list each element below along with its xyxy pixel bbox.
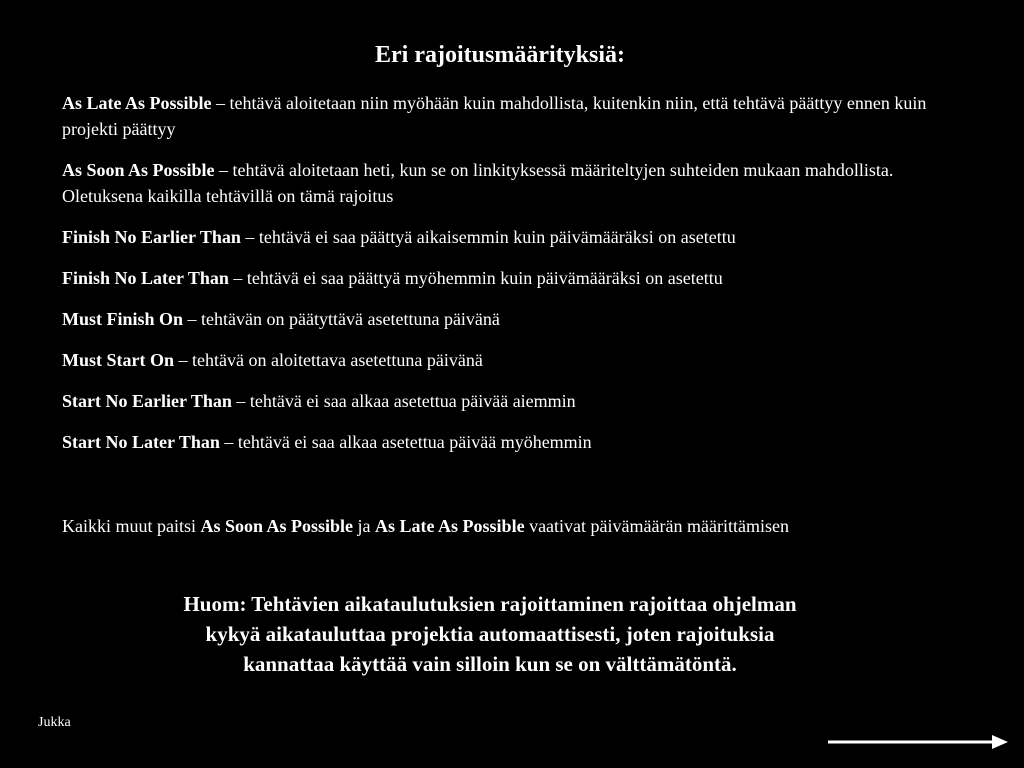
- definition-term: Start No Later Than: [62, 432, 220, 452]
- definition-item: [62, 90, 942, 142]
- definition-term: As Soon As Possible: [62, 160, 215, 180]
- definition-description: – tehtävä aloitetaan heti, kun se on linkityksessä määriteltyjen suhteiden mukaan mahdollista. Oletuksena kaikilla tehtävillä on tämä rajoitus: [62, 160, 894, 206]
- definition-term: Finish No Earlier Than: [62, 227, 241, 247]
- slide-title: Eri rajoitusmäärityksiä:: [375, 42, 625, 68]
- constraint-definitions-list: [62, 90, 942, 470]
- author-footer: Jukka: [38, 715, 71, 730]
- definition-item: [62, 429, 942, 455]
- right-arrow-icon[interactable]: [826, 733, 1010, 751]
- definition-description: – tehtävä aloitetaan niin myöhään kuin mahdollista, kuitenkin niin, että tehtävä päättyy ennen kuin projekti päättyy: [62, 93, 927, 139]
- definition-description: – tehtävä on aloitettava asetettuna päivänä: [174, 350, 483, 370]
- definition-term: Start No Earlier Than: [62, 391, 232, 411]
- definition-term: As Late As Possible: [62, 93, 212, 113]
- definition-item: [62, 224, 942, 250]
- definition-description: – tehtävä ei saa alkaa asetettua päivää myöhemmin: [219, 432, 592, 452]
- definition-term: Must Finish On: [62, 309, 184, 329]
- warning-note: Huom: Tehtävien aikataulutuksien rajoittaminen rajoittaa ohjelman kykyä aikatauluttaa projektia automaattisesti, joten rajoituksia kannattaa käyttää vain silloin kun se on välttämätöntä.: [183, 592, 797, 676]
- note-text: vaativat päivämäärän määrittämisen: [524, 516, 789, 536]
- note-text: ja: [353, 516, 376, 536]
- definition-item: [62, 388, 942, 414]
- definition-item: [62, 157, 942, 209]
- definition-item: [62, 306, 942, 332]
- definition-term: Finish No Later Than: [62, 268, 229, 288]
- note-term: As Soon As Possible: [200, 516, 354, 536]
- note-term: As Late As Possible: [375, 516, 525, 536]
- definition-item: [62, 347, 942, 373]
- definition-term: Must Start On: [62, 350, 174, 370]
- date-requirement-note: [62, 513, 942, 539]
- definition-description: – tehtävän on päätyttävä asetettuna päivänä: [183, 309, 500, 329]
- definition-description: – tehtävä ei saa alkaa asetettua päivää aiemmin: [231, 391, 576, 411]
- definition-description: – tehtävä ei saa päättyä aikaisemmin kuin päivämääräksi on asetettu: [240, 227, 736, 247]
- definition-description: – tehtävä ei saa päättyä myöhemmin kuin päivämääräksi on asetettu: [228, 268, 723, 288]
- note-text: Kaikki muut paitsi: [62, 516, 201, 536]
- definition-item: [62, 265, 942, 291]
